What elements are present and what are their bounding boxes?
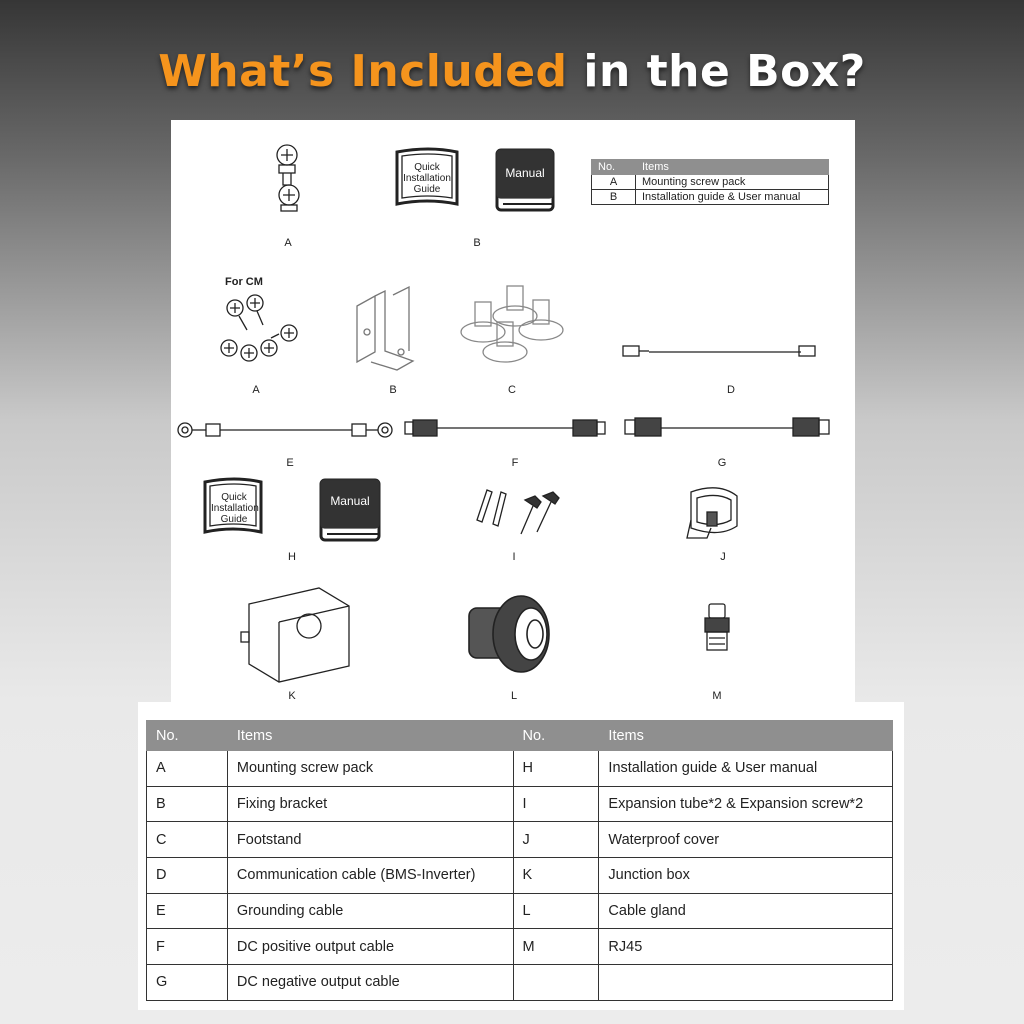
table-cell: B xyxy=(592,190,636,205)
guide-line: Installation xyxy=(211,503,259,514)
table-cell: Expansion tube*2 & Expansion screw*2 xyxy=(599,786,893,822)
dc-positive-cable-icon xyxy=(405,420,605,436)
items-table xyxy=(146,720,893,1001)
item-label: D xyxy=(727,384,735,396)
guide-line: Quick xyxy=(221,492,247,503)
column-header: Items xyxy=(599,721,893,751)
table-row xyxy=(147,893,893,929)
column-header: No. xyxy=(592,160,636,175)
table-cell xyxy=(599,965,893,1001)
table-cell: M xyxy=(513,929,599,965)
table-cell: RJ45 xyxy=(599,929,893,965)
column-header: No. xyxy=(513,721,599,751)
table-cell: A xyxy=(147,751,228,787)
manual-text-top: Manual xyxy=(505,166,545,180)
guide-line: Quick xyxy=(414,162,440,173)
item-label: M xyxy=(712,690,722,702)
for-cm-label: For CM xyxy=(225,276,263,288)
table-cell: C xyxy=(147,822,228,858)
table-cell: J xyxy=(513,822,599,858)
table-row xyxy=(147,965,893,1001)
table-cell: Cable gland xyxy=(599,893,893,929)
table-cell: E xyxy=(147,893,228,929)
table-row xyxy=(592,175,829,190)
communication-cable-icon xyxy=(623,346,815,356)
column-header: Items xyxy=(636,160,829,175)
item-label: C xyxy=(508,384,516,396)
table-row xyxy=(592,190,829,205)
guide-line: Installation xyxy=(403,173,451,184)
table-cell: I xyxy=(513,786,599,822)
grounding-cable-icon xyxy=(178,423,392,437)
item-label: A xyxy=(252,384,260,396)
page-title xyxy=(0,46,1024,97)
mini-items-table xyxy=(591,159,829,205)
parts-drawing xyxy=(171,120,855,710)
item-label: E xyxy=(286,457,294,469)
expansion-screws-icon xyxy=(477,490,559,534)
table-cell: Installation guide & User manual xyxy=(599,751,893,787)
fixing-bracket-icon xyxy=(357,287,413,370)
item-label: A xyxy=(284,237,292,249)
cable-gland-icon xyxy=(469,596,549,672)
junction-box-icon xyxy=(241,588,349,682)
table-cell: Communication cable (BMS-Inverter) xyxy=(227,858,513,894)
table-cell: Mounting screw pack xyxy=(636,175,829,190)
title-rest: in the Box? xyxy=(567,46,866,97)
waterproof-cover-icon xyxy=(687,488,737,538)
table-row xyxy=(147,822,893,858)
guide-line: Guide xyxy=(413,184,441,195)
table-cell: Junction box xyxy=(599,858,893,894)
table-cell: H xyxy=(513,751,599,787)
items-table-panel xyxy=(138,702,904,1010)
table-cell: B xyxy=(147,786,228,822)
table-header-row xyxy=(147,721,893,751)
table-cell: Installation guide & User manual xyxy=(636,190,829,205)
item-label: G xyxy=(717,457,727,469)
table-cell: Footstand xyxy=(227,822,513,858)
table-cell: Fixing bracket xyxy=(227,786,513,822)
table-cell: Waterproof cover xyxy=(599,822,893,858)
table-row xyxy=(147,929,893,965)
table-cell: Grounding cable xyxy=(227,893,513,929)
table-row xyxy=(147,858,893,894)
footstand-icon xyxy=(461,286,563,362)
table-cell: A xyxy=(592,175,636,190)
table-cell: F xyxy=(147,929,228,965)
item-label: B xyxy=(473,237,481,249)
item-label: F xyxy=(511,457,519,469)
item-label: B xyxy=(389,384,397,396)
table-cell: Mounting screw pack xyxy=(227,751,513,787)
column-header: Items xyxy=(227,721,513,751)
table-row xyxy=(147,751,893,787)
table-header-row xyxy=(592,160,829,175)
contents-illustration-sheet xyxy=(171,120,855,710)
item-label: H xyxy=(288,551,296,563)
column-header: No. xyxy=(147,721,228,751)
cm-screws-icon xyxy=(221,295,297,361)
item-label: I xyxy=(512,551,516,563)
table-cell: L xyxy=(513,893,599,929)
manual-book-icon xyxy=(497,150,553,210)
dc-negative-cable-icon xyxy=(625,418,829,436)
screw-pack-icon xyxy=(277,145,299,211)
item-label: J xyxy=(720,551,726,563)
table-cell: D xyxy=(147,858,228,894)
rj45-connector-icon xyxy=(705,604,729,650)
guide-line: Guide xyxy=(220,514,248,525)
quick-guide-text-top xyxy=(403,162,451,195)
cm-manual-book-icon xyxy=(321,480,379,540)
item-label: K xyxy=(288,690,296,702)
manual-text-cm: Manual xyxy=(330,494,370,508)
item-label: L xyxy=(510,690,518,702)
table-cell: K xyxy=(513,858,599,894)
quick-guide-text-cm xyxy=(211,492,257,525)
table-cell: G xyxy=(147,965,228,1001)
table-cell: DC negative output cable xyxy=(227,965,513,1001)
table-cell: DC positive output cable xyxy=(227,929,513,965)
table-cell xyxy=(513,965,599,1001)
table-row xyxy=(147,786,893,822)
title-highlight: What’s Included xyxy=(158,46,568,97)
